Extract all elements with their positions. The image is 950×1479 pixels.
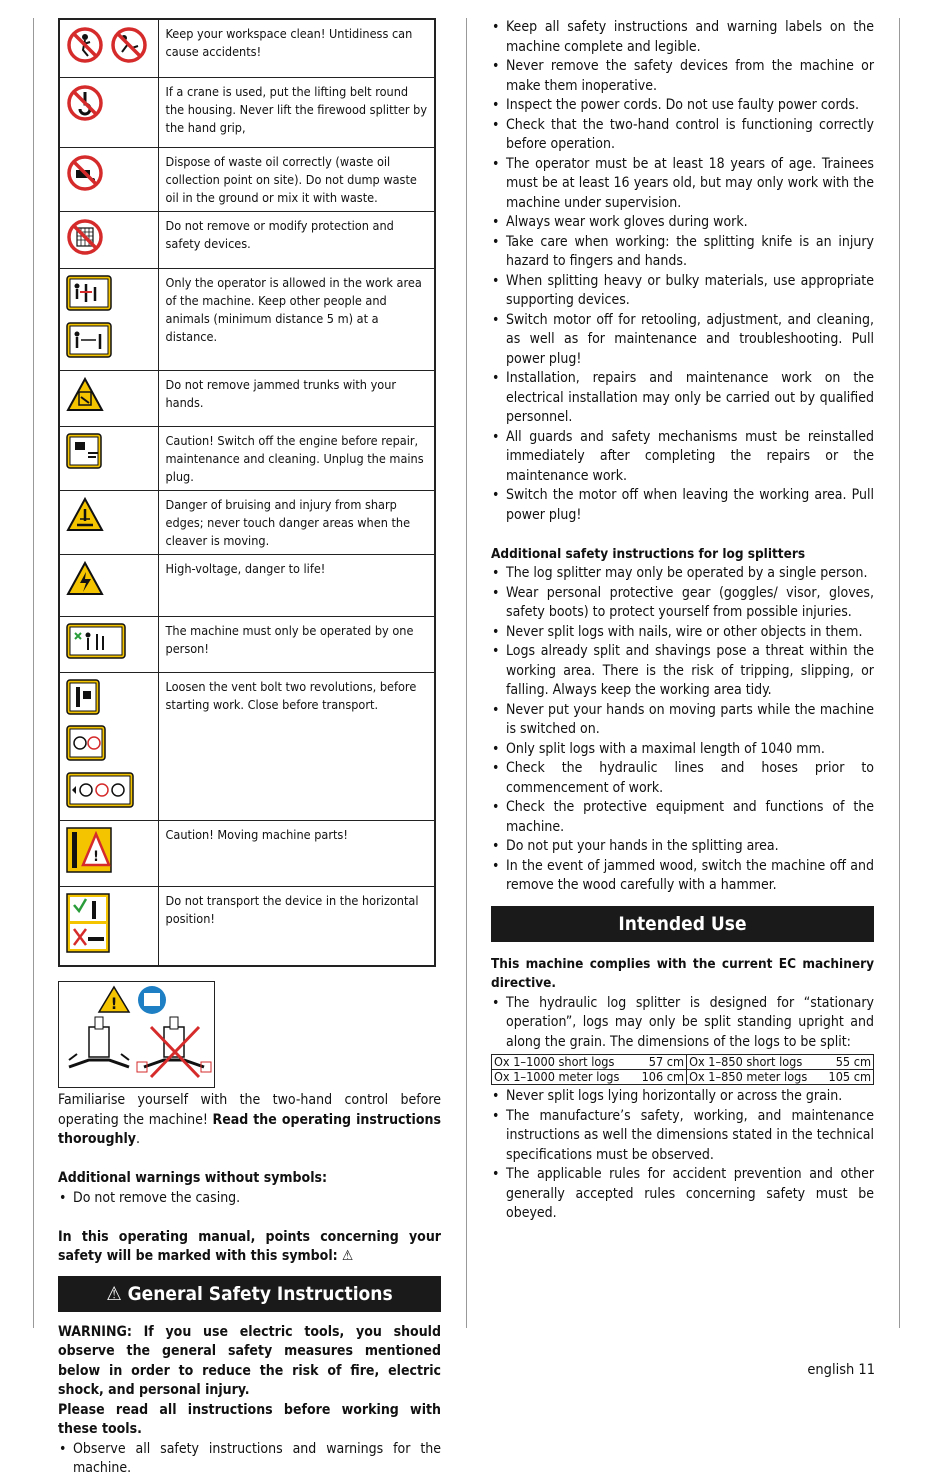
sign-description: Dispose of waste oil correctly (waste oil collection point on site). Do not dump waste oil in the ground or mix it with waste. [158, 147, 435, 211]
sign-icon-cell [59, 491, 158, 555]
dimension-label: Ox 1–850 meter logs [689, 1069, 808, 1084]
intended-use-banner: Intended Use [491, 906, 874, 942]
intended-use-item: • The hydraulic log splitter is designed for “stationary operation”, logs may only be split standing upright and along the grain. The dimensions of the logs to be split: [491, 994, 874, 1053]
safety-item: • When splitting heavy or bulky materials, use appropriate supporting devices. [491, 272, 874, 311]
safety-item: • Always wear work gloves during work. [491, 213, 874, 233]
safety-sign-row [59, 147, 435, 211]
additional-warnings-heading: Additional warnings without symbols: [58, 1170, 328, 1186]
sign-icon-cell [59, 269, 158, 371]
safety-sign-row [59, 821, 435, 887]
log-splitter-item: • The log splitter may only be operated by a single person. [491, 564, 874, 584]
safety-item: • All guards and safety mechanisms must be reinstalled immediately after completing the repairs or the maintenance work. [491, 428, 874, 487]
safety-sign-row [59, 19, 435, 77]
sign-description: Danger of bruising and injury from sharp edges; never touch danger areas when the cleaver is moving. [158, 491, 435, 555]
log-splitter-item: • In the event of jammed wood, switch the machine off and remove the wood carefully with a hammer. [491, 857, 874, 896]
safety-sign-row [59, 269, 435, 371]
read-instructions-emphasis: Read the operating instructions thoroughly [58, 1111, 441, 1147]
sign-icon-cell [59, 371, 158, 427]
sign-icon-cell [59, 886, 158, 966]
dimension-cell [492, 1055, 687, 1070]
vent-bolt-icon [66, 679, 100, 722]
additional-warnings-list [58, 1189, 441, 1209]
safety-item: • Check that the two-hand control is functioning correctly before operation. [491, 116, 874, 155]
no-oil-dump-icon [66, 154, 104, 199]
page-footer: english 11 [807, 1362, 875, 1378]
safety-sign-row [59, 211, 435, 269]
dimension-row [492, 1070, 874, 1085]
log-splitter-item: • Never put your hands on moving parts while the machine is switched on. [491, 701, 874, 740]
safety-item: • Installation, repairs and maintenance work on the electrical installation may only be carried out by qualified personnel. [491, 369, 874, 428]
safety-item: • Switch the motor off when leaving the working area. Pull power plug! [491, 486, 874, 525]
jammed-trunk-warning-icon [66, 377, 104, 420]
sign-description: Do not transport the device in the horizontal position! [158, 886, 435, 966]
vent-bolt-close-icon [66, 772, 134, 815]
intended-use-item: • The manufacture’s safety, working, and maintenance instructions as well the dimensions stated in the technical specifications must be observed. [491, 1107, 874, 1166]
sign-description: High-voltage, danger to life! [158, 555, 435, 617]
intended-use-item: • The applicable rules for accident prevention and other generally accepted rules concerning safety must be obeyed. [491, 1165, 874, 1224]
general-safety-list [58, 1440, 441, 1479]
right-column [491, 18, 874, 1224]
dimension-label: Ox 1–1000 short logs [494, 1054, 615, 1069]
right-margin-rule [899, 18, 900, 1328]
single-operator-icon [66, 623, 126, 666]
safety-sign-row [59, 617, 435, 673]
log-splitter-item: • Only split logs with a maximal length of 1040 mm. [491, 740, 874, 760]
safety-item: • Switch motor off for retooling, adjustment, and cleaning, as well as for maintenance and troubleshooting. Pull power plug! [491, 311, 874, 370]
dimension-label: Ox 1–1000 meter logs [494, 1069, 620, 1084]
column-divider [466, 18, 467, 1328]
log-splitter-list [491, 564, 874, 896]
dimension-cell [687, 1070, 874, 1085]
left-margin-rule [33, 18, 34, 1328]
general-safety-banner: ⚠ General Safety Instructions [58, 1276, 441, 1312]
sign-icon-cell [59, 555, 158, 617]
familiarise-paragraph [58, 1091, 441, 1150]
sign-description: Do not remove jammed trunks with your hands. [158, 371, 435, 427]
log-splitter-item: • Logs already split and shavings pose a threat within the working area. There is the risk of tripping, slipping, or falling. Always keep the working area tidy. [491, 642, 874, 701]
crush-hazard-warning-icon [66, 497, 104, 540]
sign-icon-cell [59, 821, 158, 887]
left-column [58, 18, 441, 1479]
two-hand-control-symbol [58, 981, 215, 1088]
intended-use-item: • Never split logs lying horizontally or across the grain. [491, 1087, 874, 1107]
sign-icon-cell [59, 427, 158, 491]
sign-icon-cell [59, 147, 158, 211]
read-all-instructions: Please read all instructions before working with these tools. [58, 1401, 441, 1437]
intended-use-list [491, 994, 874, 1053]
two-hand-control-illustration [59, 982, 214, 1087]
safety-sign-row [59, 672, 435, 821]
log-splitter-item: • Never split logs with nails, wire or other objects in them. [491, 623, 874, 643]
sign-description: Keep your workspace clean! Untidiness can cause accidents! [158, 19, 435, 77]
safety-signs-table [58, 18, 436, 967]
high-voltage-warning-icon [66, 561, 104, 604]
sign-icon-cell [59, 617, 158, 673]
familiarise-period: . [136, 1131, 140, 1147]
operator-only-icon [66, 275, 112, 318]
safety-sign-row [59, 886, 435, 966]
no-horizontal-transport-icon [66, 893, 110, 960]
log-splitter-item: • Do not put your hands in the splitting area. [491, 837, 874, 857]
keep-distance-icon [66, 322, 112, 365]
no-hook-icon [66, 84, 104, 129]
sign-description: Only the operator is allowed in the work area of the machine. Keep other people and animals (minimum distance 5 m) at a distance. [158, 269, 435, 371]
unplug-before-repair-icon [66, 433, 102, 476]
sign-description: Caution! Moving machine parts! [158, 821, 435, 887]
svg-text:!: ! [110, 994, 118, 1013]
sign-icon-cell [59, 672, 158, 821]
safety-sign-row [59, 371, 435, 427]
log-splitter-item: • Check the hydraulic lines and hoses prior to commencement of work. [491, 759, 874, 798]
dimension-row [492, 1055, 874, 1070]
safety-sign-row [59, 77, 435, 147]
dimension-value: 106 cm [641, 1069, 685, 1084]
sign-description: The machine must only be operated by one person! [158, 617, 435, 673]
sign-description: Loosen the vent bolt two revolutions, before starting work. Close before transport. [158, 672, 435, 821]
warning-item: • Do not remove the casing. [58, 1189, 441, 1209]
svg-text:!: ! [93, 849, 99, 865]
safety-item: • Observe all safety instructions and warnings for the machine. [58, 1440, 441, 1479]
log-splitter-item: • Check the protective equipment and functions of the machine. [491, 798, 874, 837]
dimension-label: Ox 1–850 short logs [689, 1054, 803, 1069]
ec-directive-note: This machine complies with the current EC machinery directive. [491, 955, 874, 991]
symbol-note: In this operating manual, points concerning your safety will be marked with this symbol: ⚠ [58, 1228, 441, 1264]
dimension-value: 57 cm [648, 1054, 685, 1069]
log-splitter-heading: Additional safety instructions for log splitters [491, 545, 806, 562]
safety-sign-row [59, 555, 435, 617]
safety-sign-row [59, 491, 435, 555]
safety-item: • Take care when working: the splitting knife is an injury hazard to fingers and hands. [491, 233, 874, 272]
safety-item: • Keep all safety instructions and warning labels on the machine complete and legible. [491, 18, 874, 57]
dimension-value: 55 cm [835, 1054, 871, 1069]
safety-rules-list [491, 18, 874, 525]
sign-icon-cell [59, 19, 158, 77]
familiarise-text: Familiarise yourself with the two-hand control before operating the machine! [58, 1092, 441, 1128]
intended-use-rules-list [491, 1087, 874, 1224]
safety-item: • The operator must be at least 18 years of age. Trainees must be at least 16 years old, but may only work with the machine under supervision. [491, 155, 874, 214]
dimension-cell [492, 1070, 687, 1085]
electric-tools-warning: WARNING: If you use electric tools, you should observe the general safety measures mentioned below in order to reduce the risk of fire, electric shock, and personal injury. [58, 1323, 441, 1398]
dimension-cell [687, 1055, 874, 1070]
sign-icon-cell [59, 77, 158, 147]
sign-description: If a crane is used, put the lifting belt round the housing. Never lift the firewood splitter by the hand grip, [158, 77, 435, 147]
vent-bolt-open-icon [66, 725, 106, 768]
log-dimensions-table [491, 1054, 874, 1085]
dimension-value: 105 cm [828, 1069, 871, 1084]
safety-item: • Never remove the safety devices from the machine or make them inoperative. [491, 57, 874, 96]
safety-sign-row [59, 427, 435, 491]
log-splitter-item: • Wear personal protective gear (goggles/ visor, gloves, safety boots) to protect yourself from possible injuries. [491, 584, 874, 623]
moving-parts-warning-icon [66, 827, 112, 880]
safety-item: • Inspect the power cords. Do not use faulty power cords. [491, 96, 874, 116]
no-untidy-icon [66, 26, 104, 71]
no-trip-icon [110, 26, 148, 71]
no-remove-guard-icon [66, 218, 104, 263]
sign-description: Do not remove or modify protection and safety devices. [158, 211, 435, 269]
sign-icon-cell [59, 211, 158, 269]
sign-description: Caution! Switch off the engine before repair, maintenance and cleaning. Unplug the mains plug. [158, 427, 435, 491]
